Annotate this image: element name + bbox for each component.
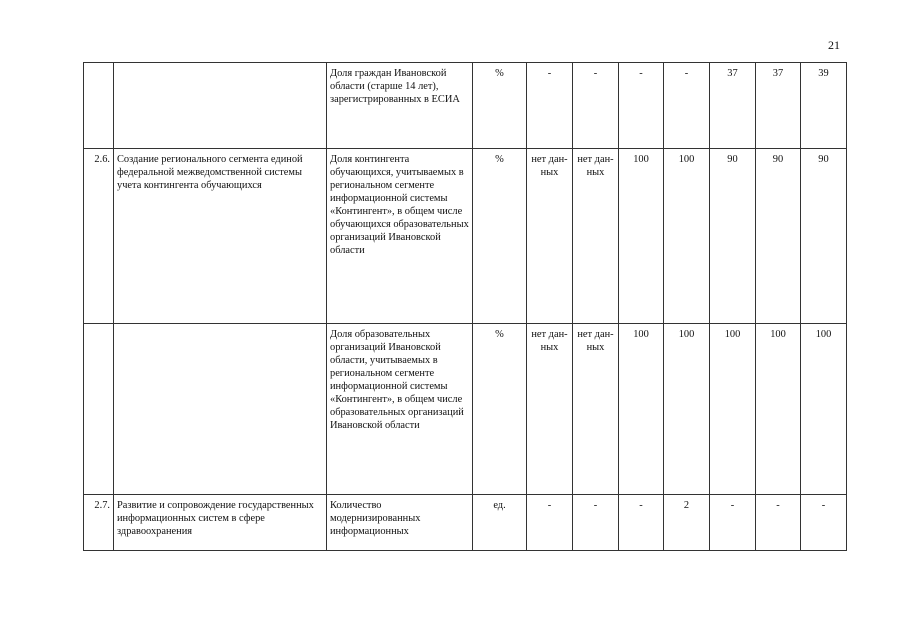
measure-name: Создание регионального сегмента единой федеральной межведомственной системы учета контингента обучающихся xyxy=(114,149,327,324)
table-row xyxy=(84,149,847,324)
value-cell: 37 xyxy=(756,63,801,149)
unit-cell: % xyxy=(473,63,527,149)
value-cell: 90 xyxy=(710,149,756,324)
value-cell: - xyxy=(664,63,710,149)
value-cell: - xyxy=(573,495,619,551)
table-row xyxy=(84,495,847,551)
value-cell: 100 xyxy=(710,324,756,495)
value-cell: 2 xyxy=(664,495,710,551)
row-number: 2.7. xyxy=(84,495,114,551)
value-cell: 100 xyxy=(756,324,801,495)
unit-cell: % xyxy=(473,324,527,495)
value-cell: 100 xyxy=(619,324,664,495)
unit-cell: ед. xyxy=(473,495,527,551)
value-cell: нет дан- ных xyxy=(527,149,573,324)
value-cell: 100 xyxy=(664,324,710,495)
value-cell: - xyxy=(619,495,664,551)
value-cell: 100 xyxy=(801,324,847,495)
value-cell: 100 xyxy=(619,149,664,324)
row-number xyxy=(84,63,114,149)
value-cell: 100 xyxy=(664,149,710,324)
value-cell: - xyxy=(619,63,664,149)
row-number xyxy=(84,324,114,495)
indicators-table xyxy=(83,62,847,551)
measure-name: Развитие и сопровождение государственных информационных систем в сфере здравоохранения xyxy=(114,495,327,551)
measure-name xyxy=(114,324,327,495)
value-cell: 39 xyxy=(801,63,847,149)
value-cell: - xyxy=(527,63,573,149)
value-cell: - xyxy=(710,495,756,551)
value-cell: 37 xyxy=(710,63,756,149)
value-cell: нет дан- ных xyxy=(527,324,573,495)
unit-cell: % xyxy=(473,149,527,324)
page-number: 21 xyxy=(828,38,840,52)
indicator-name: Доля граждан Ивановской области (старше 14 лет), зарегистрированных в ЕСИА xyxy=(327,63,473,149)
value-cell: нет дан- ных xyxy=(573,149,619,324)
table-row xyxy=(84,324,847,495)
indicator-name: Доля образовательных организаций Ивановской области, учитываемых в региональном сегменте информационной системы «Контингент», в общем числе образовательных организаций Ивановской области xyxy=(327,324,473,495)
indicator-name: Количество модернизированных информационных xyxy=(327,495,473,551)
measure-name xyxy=(114,63,327,149)
value-cell: 90 xyxy=(756,149,801,324)
value-cell: - xyxy=(573,63,619,149)
value-cell: нет дан- ных xyxy=(573,324,619,495)
value-cell: 90 xyxy=(801,149,847,324)
value-cell: - xyxy=(527,495,573,551)
value-cell: - xyxy=(756,495,801,551)
value-cell: - xyxy=(801,495,847,551)
indicator-name: Доля контингента обучающихся, учитываемых в региональном сегменте информационной системы «Контингент», в общем числе обучающихся образовательных организаций Ивановской области xyxy=(327,149,473,324)
row-number: 2.6. xyxy=(84,149,114,324)
table-row xyxy=(84,63,847,149)
